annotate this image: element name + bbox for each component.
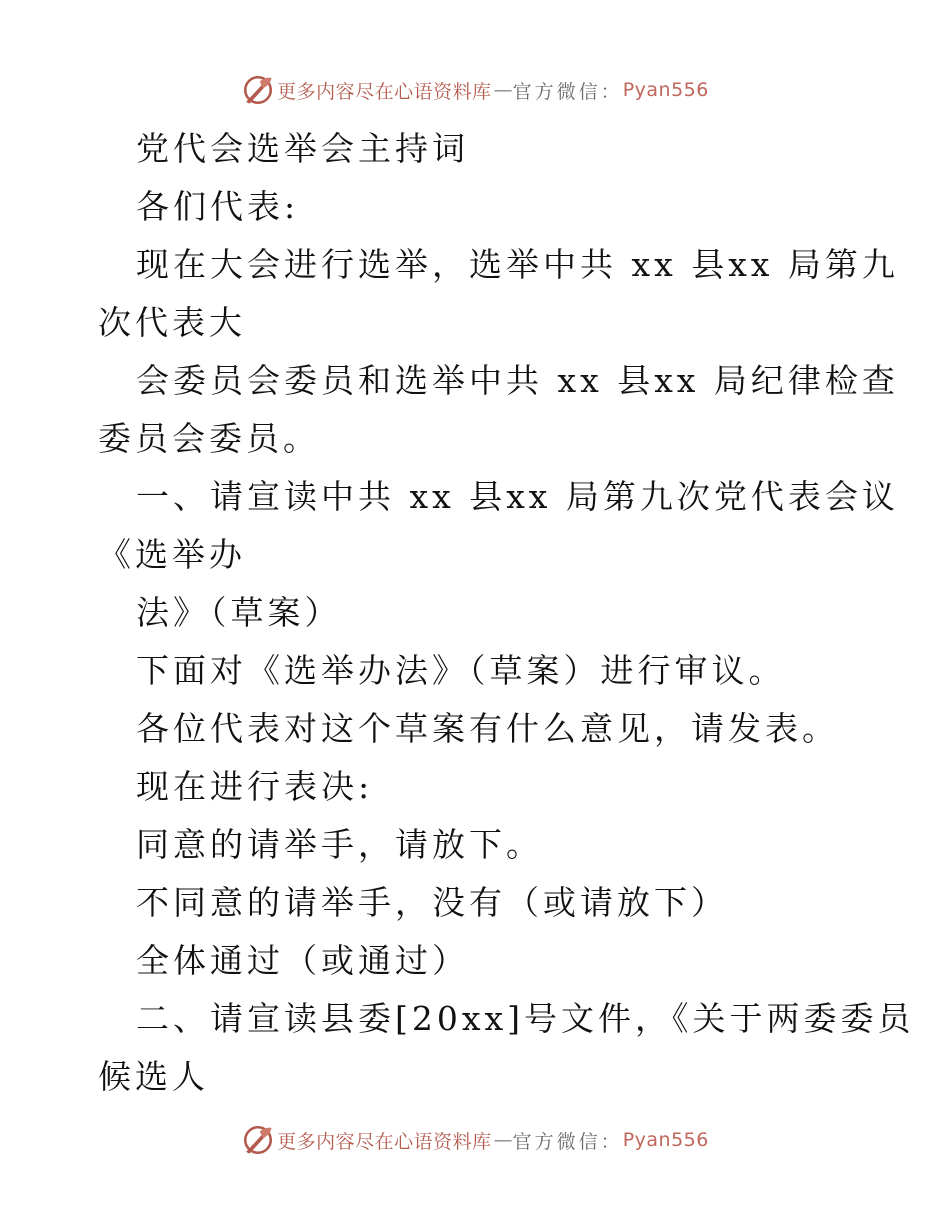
text-line: 次代表大 (98, 303, 246, 342)
watermark-wechat-id: Pyan556 (622, 79, 709, 101)
watermark-wechat-id: Pyan556 (622, 1129, 709, 1151)
text-line: 党代会选举会主持词 (136, 129, 469, 168)
quill-logo-icon (241, 73, 275, 107)
text-line: 各位代表对这个草案有什么意见，请发表。 (136, 709, 839, 748)
watermark-separator: — (493, 1129, 511, 1151)
text-line: 会委员会委员和选举中共 xx 县xx 局纪律检查 (136, 361, 899, 400)
quill-logo-icon (241, 1123, 275, 1157)
text-line: 候选人 (98, 1057, 209, 1096)
header-watermark (0, 70, 950, 110)
text-line: 同意的请举手，请放下。 (136, 825, 543, 864)
footer-watermark (0, 1120, 950, 1160)
text-line: 现在大会进行选举，选举中共 xx 县xx 局第九 (136, 245, 899, 284)
text-line: 一、请宣读中共 xx 县xx 局第九次党代表会议 (136, 477, 899, 516)
text-line: 不同意的请举手，没有（或请放下） (136, 883, 728, 922)
text-line: 法》（草案） (136, 593, 342, 632)
text-line: 各们代表: (136, 187, 300, 226)
text-line: 全体通过（或通过） (136, 941, 469, 980)
text-line: 《选举办 (98, 535, 246, 574)
watermark-brand: 更多内容尽在心语资料库 (277, 80, 492, 103)
watermark-wechat-label: 官方微信： (512, 1130, 623, 1153)
watermark-separator: — (493, 79, 511, 101)
text-line: 下面对《选举办法》（草案）进行审议。 (136, 651, 786, 690)
document-body (98, 120, 915, 1106)
text-line: 委员会委员。 (98, 419, 320, 458)
watermark-brand: 更多内容尽在心语资料库 (277, 1130, 492, 1153)
text-line: 二、请宣读县委[20xx]号文件，《关于两委委员 (136, 999, 915, 1038)
text-line: 现在进行表决: (136, 767, 374, 806)
watermark-wechat-label: 官方微信： (512, 80, 623, 103)
